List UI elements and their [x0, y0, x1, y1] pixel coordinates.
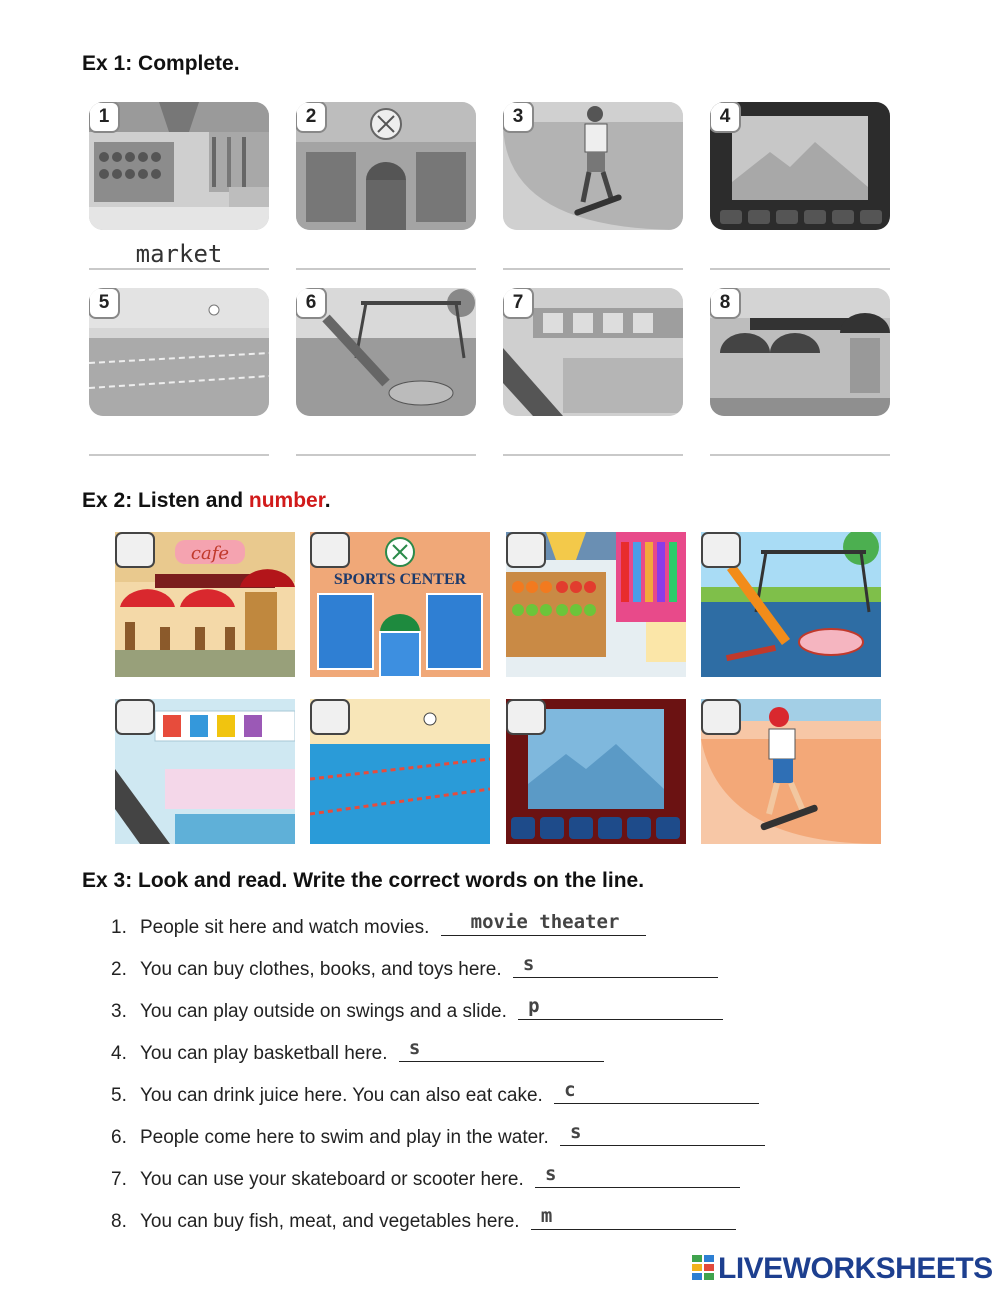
answer-line-5[interactable]: [89, 454, 269, 456]
question-8: [111, 1205, 736, 1233]
answer-blank[interactable]: [513, 953, 718, 978]
picture-number: 6: [296, 288, 327, 319]
number-box[interactable]: [701, 532, 741, 568]
question-text: People sit here and watch movies.: [140, 917, 430, 938]
ex3-heading: Ex 3: Look and read. Write the correct words on the line.: [82, 869, 645, 892]
answer-blank[interactable]: [560, 1121, 765, 1146]
picture-number: 2: [296, 102, 327, 133]
question-5: [111, 1079, 759, 1107]
question-number: 1.: [111, 917, 127, 938]
answer-hint: c: [564, 1079, 576, 1101]
answer-line-7[interactable]: [503, 454, 683, 456]
picture-number: 5: [89, 288, 120, 319]
question-2: [111, 953, 718, 981]
mall-color-picture: [115, 699, 295, 844]
answer-hint: s: [545, 1163, 557, 1185]
answer-blank[interactable]: [399, 1037, 604, 1062]
answer-blank[interactable]: [531, 1205, 736, 1230]
question-text: People come here to swim and play in the water.: [140, 1127, 549, 1148]
market-color-picture: [506, 532, 686, 677]
question-number: 8.: [111, 1211, 127, 1232]
picture-number: 3: [503, 102, 534, 133]
number-box[interactable]: [506, 699, 546, 735]
sports-center-sign-text: SPORTS CENTER: [333, 571, 467, 588]
ex2-heading: [82, 489, 331, 513]
playground-color-picture: [701, 532, 881, 677]
swimming-pool-picture: [89, 288, 269, 416]
question-1: [111, 911, 646, 939]
liveworksheets-logo: [692, 1252, 993, 1286]
ex2-heading-prefix: Ex 2: Listen and: [82, 489, 249, 512]
answer-blank[interactable]: [518, 995, 723, 1020]
question-7: [111, 1163, 740, 1191]
answer-hint: s: [408, 1037, 421, 1059]
number-box[interactable]: [310, 532, 350, 568]
number-box[interactable]: [310, 699, 350, 735]
skate-park-picture: [503, 102, 683, 230]
picture-number: 4: [710, 102, 741, 133]
question-text: You can use your skateboard or scooter here.: [140, 1169, 524, 1190]
question-number: 3.: [111, 1001, 127, 1022]
ex2-heading-suffix: .: [324, 489, 331, 512]
answer-text: market: [135, 240, 223, 268]
question-4: [111, 1037, 604, 1065]
question-number: 4.: [111, 1043, 127, 1064]
answer-hint: s: [570, 1121, 582, 1143]
number-box[interactable]: [115, 532, 155, 568]
question-number: 2.: [111, 959, 127, 980]
answer-line-3[interactable]: [503, 268, 683, 270]
answer-hint: m: [540, 1205, 553, 1227]
answer-hint: p: [528, 995, 540, 1017]
sports-center-color-picture: [310, 532, 490, 677]
movie-theater-picture: [710, 102, 890, 230]
answer-blank[interactable]: [554, 1079, 759, 1104]
question-6: [111, 1121, 765, 1149]
ex1-heading: Ex 1: Complete.: [82, 52, 240, 75]
question-text: You can drink juice here. You can also eat cake.: [140, 1085, 543, 1106]
answer-line-6[interactable]: [296, 454, 476, 456]
question-number: 5.: [111, 1085, 127, 1106]
question-text: You can buy clothes, books, and toys here.: [140, 959, 502, 980]
playground-picture: [296, 288, 476, 416]
answer-blank[interactable]: [441, 911, 646, 936]
question-text: You can buy fish, meat, and vegetables here.: [140, 1211, 520, 1232]
logo-text: LIVEWORKSHEETS: [718, 1252, 993, 1285]
answer-line-4[interactable]: [710, 268, 890, 270]
question-number: 6.: [111, 1127, 127, 1148]
question-text: You can play basketball here.: [140, 1043, 388, 1064]
picture-number: 7: [503, 288, 534, 319]
number-box[interactable]: [506, 532, 546, 568]
market-picture: [89, 102, 269, 230]
mall-picture: [503, 288, 683, 416]
number-box[interactable]: [115, 699, 155, 735]
question-text: You can play outside on swings and a slide.: [140, 1001, 507, 1022]
question-3: [111, 995, 723, 1023]
swimming-pool-color-picture: [310, 699, 490, 844]
answer-line-1[interactable]: [89, 268, 269, 270]
skate-park-color-picture: [701, 699, 881, 844]
answer-line-8[interactable]: [710, 454, 890, 456]
sports-center-picture: [296, 102, 476, 230]
ex2-heading-highlight: number: [248, 489, 325, 512]
logo-blocks-icon: [692, 1255, 714, 1281]
answer-hint: s: [522, 953, 535, 975]
answer-hint: movie theater: [470, 911, 620, 933]
answer-blank[interactable]: [535, 1163, 740, 1188]
picture-number: 1: [89, 102, 120, 133]
movie-theater-color-picture: [506, 699, 686, 844]
picture-number: 8: [710, 288, 741, 319]
cafe-sign-text: cafe: [190, 543, 230, 564]
question-number: 7.: [111, 1169, 127, 1190]
cafe-picture: [710, 288, 890, 416]
cafe-color-picture: [115, 532, 295, 677]
answer-line-2[interactable]: [296, 268, 476, 270]
number-box[interactable]: [701, 699, 741, 735]
